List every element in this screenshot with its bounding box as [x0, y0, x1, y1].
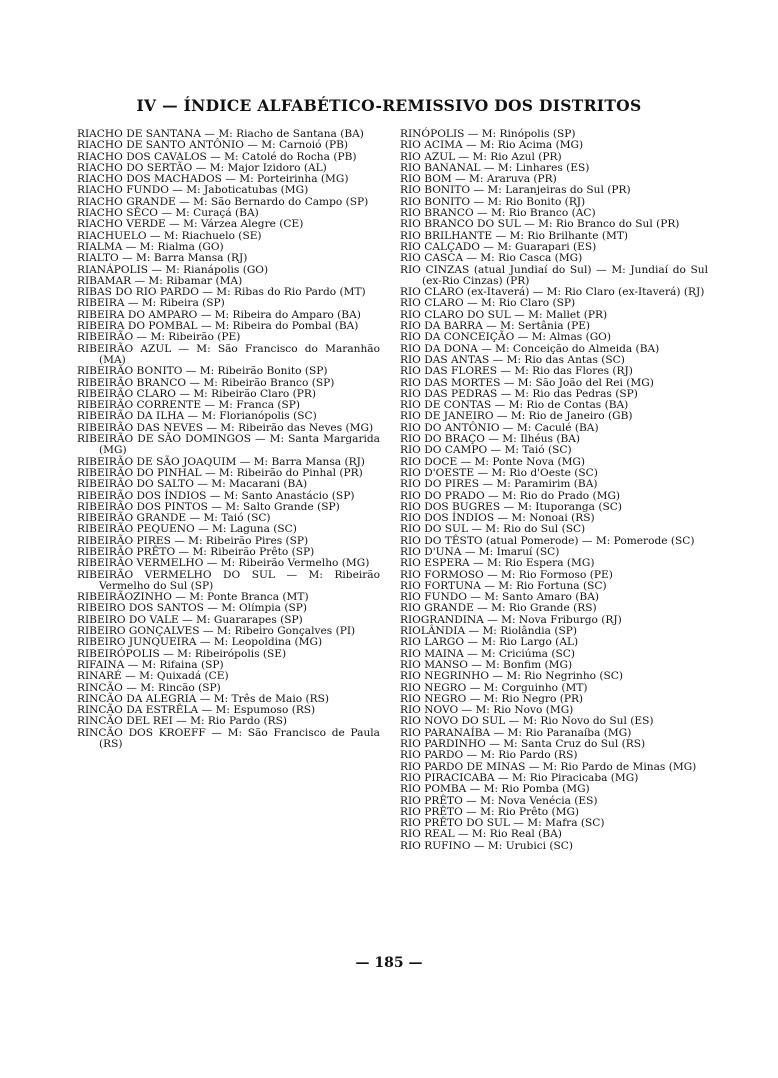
index-entry: RIO REAL — M: Rio Real (BA): [400, 828, 562, 841]
index-entry: RIO PARANAÍBA — M: Rio Paranaíba (MG): [400, 726, 632, 739]
index-entry: RIO D'UNA — M: Imaruí (SC): [400, 545, 560, 558]
index-entry: RIO POMBA — M: Rio Pomba (MG): [400, 783, 590, 796]
index-entry: RIO MANSO — M: Bonfim (MG): [400, 658, 573, 671]
index-entry: RIBEIRÃO DO PINHAL — M: Ribeirão do Pinhal (PR): [77, 466, 363, 479]
index-entry: RIO PRÊTO — M: Nova Venécia (ES): [400, 794, 598, 807]
index-entry: RIO DO CAMPO — M: Taió (SC): [400, 444, 572, 457]
index-entry: RIBEIRÃO PRÊTO — M: Ribeirão Prêto (SP): [77, 545, 315, 558]
index-entry: RIFAINA — M: Rifaina (SP): [77, 658, 224, 671]
index-entry: RIACHO DOS MACHADOS — M: Porteirinha (MG): [77, 173, 349, 186]
index-entry: RIOGRANDINA — M: Nova Friburgo (RJ): [400, 613, 622, 626]
index-entry: RIO DAS FLORES — M: Rio das Flores (RJ): [400, 365, 633, 378]
index-entry: RIO GRANDE — M: Rio Grande (RS): [400, 602, 597, 615]
index-entry: RINARÉ — M: Quixadá (CE): [77, 670, 229, 683]
index-entry: RIBEIRÃO DE SÃO JOAQUIM — M: Barra Mansa (RJ): [77, 455, 365, 468]
index-entry: RIO BONITO — M: Rio Bonito (RJ): [400, 195, 586, 208]
index-entry: RIO DOS BUGRES — M: Ituporanga (SC): [400, 500, 622, 513]
index-entry: RINCÃO — M: Rincão (SP): [77, 681, 221, 694]
index-entry: RIBEIRA DO POMBAL — M: Ribeira do Pombal (BA): [77, 320, 359, 333]
index-entry: RIBEIRÃO PIRES — M: Ribeirão Pires (SP): [77, 534, 309, 547]
index-entry: RIO D'OESTE — M: Rio d'Oeste (SC): [400, 466, 598, 479]
index-entry: RIBEIRÃO DAS NEVES — M: Ribeirão das Neves (MG): [77, 421, 374, 434]
index-entry: RIO CALÇADO — M: Guarapari (ES): [400, 240, 597, 253]
index-entry: RIO NEGRINHO — M: Rio Negrinho (SC): [400, 670, 624, 683]
index-entry: RIACHO DE SANTO ANTÔNIO — M: Carnoió (PB): [77, 139, 349, 152]
index-entry: RIO FORTUNA — M: Rio Fortuna (SC): [400, 579, 607, 592]
index-entry: RIO ACIMA — M: Rio Acima (MG): [400, 139, 584, 152]
index-entry: RIBEIRÃOZINHO — M: Ponte Branca (MT): [77, 591, 309, 604]
index-column-right: [400, 129, 708, 852]
index-entry: RIO FORMOSO — M: Rio Formoso (PE): [400, 568, 613, 581]
index-entry: RIO DO PRADO — M: Rio do Prado (MG): [400, 489, 621, 502]
index-entry: RIBEIRO DOS SANTOS — M: Olímpia (SP): [77, 602, 308, 615]
page-number: — 185 —: [355, 955, 423, 971]
index-entry: RIACHO DOS CAVALOS — M: Catolé do Rocha (PB): [77, 150, 357, 163]
index-entry: RIOLÂNDIA — M: Riolândia (SP): [400, 625, 578, 638]
index-entry: RIBEIRÃO DOS PINTOS — M: Salto Grande (SP): [77, 500, 340, 513]
index-entry: RINCÃO DOS KROEFF — M: São Francisco de Paula (RS): [77, 726, 380, 751]
index-entry: RIBEIRA — M: Ribeira (SP): [77, 297, 225, 310]
index-entry: RIACHO DO SERTÃO — M: Major Izidoro (AL): [77, 161, 327, 174]
index-entry: RINCÃO DA ALEGRIA — M: Três de Maio (RS): [77, 692, 329, 705]
index-entry: RIBEIRÃO — M: Ribeirão (PE): [77, 331, 241, 344]
index-entry: RIO DA DONA — M: Conceição do Almeida (BA): [400, 342, 660, 355]
index-entry: RIO DO SUL — M: Rio do Sul (SC): [400, 523, 586, 536]
index-entry: RIBEIRA DO AMPARO — M: Ribeira do Amparo (BA): [77, 308, 361, 321]
index-entry: RIBEIRÃO DA ILHA — M: Florianópolis (SC): [77, 410, 317, 423]
index-entry: RIO BRILHANTE — M: Rio Brilhante (MT): [400, 229, 629, 242]
index-entry: RIBEIRO DO VALE — M: Guararapes (SP): [77, 613, 303, 626]
index-entry: RIO AZUL — M: Rio Azul (PR): [400, 150, 562, 163]
index-entry: RIBEIRÃO VERMELHO — M: Ribeirão Vermelho (MG): [77, 557, 370, 570]
index-entry: RIO CLARO — M: Rio Claro (SP): [400, 297, 576, 310]
index-entry: RIO NEGRO — M: Corguinho (MT): [400, 681, 588, 694]
index-entry: RIO BONITO — M: Laranjeiras do Sul (PR): [400, 184, 631, 197]
index-entry: RIO DA CONCEIÇÃO — M: Almas (GO): [400, 331, 611, 344]
index-entry: RIO PRÊTO DO SUL — M: Mafra (SC): [400, 817, 605, 830]
index-entry: RIO DAS ANTAS — M: Rio das Antas (SC): [400, 353, 625, 366]
index-entry: RIO DOCE — M: Ponte Nova (MG): [400, 455, 586, 468]
index-entry: RIBEIRÃO CORRENTE — M: Franca (SP): [77, 399, 301, 412]
index-entry: RIACHO FUNDO — M: Jaboticatubas (MG): [77, 184, 309, 197]
index-entry: RIO PIRACICABA — M: Rio Piracicaba (MG): [400, 771, 639, 784]
index-entry: RIO BOM — M: Araruva (PR): [400, 173, 557, 186]
index-entry: RIALTO — M: Barra Mansa (RJ): [77, 252, 248, 265]
index-entry: RIACHO GRANDE — M: São Bernardo do Campo (SP): [77, 195, 369, 208]
index-entry: RIBEIRO JUNQUEIRA — M: Leopoldina (MG): [77, 636, 323, 649]
index-entry: RIO LARGO — M: Rio Largo (AL): [400, 636, 579, 649]
index-entry: RIO DO ANTÔNIO — M: Caculé (BA): [400, 421, 599, 434]
index-entry: RIBEIRÓPOLIS — M: Ribeirópolis (SE): [77, 647, 287, 660]
index-entry: RIACHO SÊCO — M: Curaçá (BA): [77, 207, 259, 220]
index-entry: RIBEIRÃO DO SALTO — M: Macarani (BA): [77, 478, 308, 491]
index-entry: RIANÁPOLIS — M: Rianápolis (GO): [77, 263, 269, 276]
index-entry: RIACHUELO — M: Riachuelo (SE): [77, 229, 262, 242]
index-entry: RIBEIRÃO CLARO — M: Ribeirão Claro (PR): [77, 387, 317, 400]
index-entry: RIBAS DO RIO PARDO — M: Ribas do Rio Pardo (MT): [77, 286, 366, 299]
index-entry: RIO ESPERA — M: Rio Espera (MG): [400, 557, 595, 570]
index-entry: RIO FUNDO — M: Santo Amaro (BA): [400, 591, 599, 604]
index-entry: RIO DO BRAÇO — M: Ilhéus (BA): [400, 433, 581, 446]
index-entry: RIACHO DE SANTANA — M: Riacho de Santana (BA): [77, 128, 364, 140]
index-entry: RIO DAS PEDRAS — M: Rio das Pedras (SP): [400, 387, 638, 400]
index-entry: RIO BRANCO DO SUL — M: Rio Branco do Sul (PR): [400, 218, 680, 231]
index-entry: RIBEIRÃO BONITO — M: Ribeirão Bonito (SP): [77, 365, 328, 378]
index-entry: RIBAMAR — M: Ribamar (MA): [77, 274, 243, 287]
index-entry: RIO DOS ÍNDIOS — M: Nonoai (RS): [400, 512, 595, 525]
index-entry: RIBEIRÃO GRANDE — M: Taió (SC): [77, 512, 271, 525]
index-entry: RIO PARDO DE MINAS — M: Rio Pardo de Minas (MG): [400, 760, 697, 773]
index-entry: RIALMA — M: Rialma (GO): [77, 240, 224, 253]
index-entry: RIBEIRÃO DOS ÍNDIOS — M: Santo Anastácio (SP): [77, 489, 355, 502]
index-entry: RIO PARDINHO — M: Santa Cruz do Sul (RS): [400, 738, 646, 751]
index-entry: RIO BANANAL — M: Linhares (ES): [400, 161, 590, 174]
index-entry: RIO NOVO — M: Rio Novo (MG): [400, 704, 574, 717]
index-entry: RIBEIRO GONÇALVES — M: Ribeiro Gonçalves (PI): [77, 625, 356, 638]
index-entry: RIO DAS MORTES — M: São João del Rei (MG): [400, 376, 654, 389]
index-entry: RIO PRÊTO — M: Rio Prêto (MG): [400, 805, 580, 818]
index-entry: RIO CASCA — M: Rio Casca (MG): [400, 252, 583, 265]
page-title: IV — ÍNDICE ALFABÉTICO-REMISSIVO DOS DISTRITOS: [136, 96, 642, 115]
index-entry: RIO CINZAS (atual Jundiaí do Sul) — M: Jundiaí do Sul (ex-Rio Cinzas) (PR): [400, 263, 708, 287]
index-column-left: [77, 129, 380, 750]
index-entry: RIACHO VERDE — M: Várzea Alegre (CE): [77, 218, 304, 231]
index-entry: RIO DE CONTAS — M: Rio de Contas (BA): [400, 399, 629, 412]
index-entry: RIO CLARO DO SUL — M: Mallet (PR): [400, 308, 608, 321]
index-entry: RINÓPOLIS — M: Rinópolis (SP): [400, 128, 576, 140]
index-entry: RIO DE JANEIRO — M: Rio de Janeiro (GB): [400, 410, 633, 423]
index-entry: RIBEIRÃO PEQUENO — M: Laguna (SC): [77, 523, 297, 536]
index-entry: RINCÃO DA ESTRÊLA — M: Espumoso (RS): [77, 704, 316, 717]
index-entry: RIBEIRÃO VERMELHO DO SUL — M: Ribeirão Vermelho do Sul (SP): [77, 568, 380, 592]
index-entry: RIO NEGRO — M: Rio Negro (PR): [400, 692, 584, 705]
index-entry: RIBEIRÃO AZUL — M: São Francisco do Maranhão (MA): [77, 342, 380, 366]
index-entry: RIO DO PIRES — M: Paramirim (BA): [400, 478, 598, 491]
index-entry: RIO CLARO (ex-Itaverá) — M: Rio Claro (ex-Itaverá) (RJ): [400, 286, 705, 299]
index-entry: RIO PARDO — M: Rio Pardo (RS): [400, 749, 578, 762]
index-entry: RIBEIRÃO BRANCO — M: Ribeirão Branco (SP): [77, 376, 335, 389]
index-entry: RINCÃO DEL REI — M: Rio Pardo (RS): [77, 715, 288, 728]
index-entry: RIBEIRÃO DE SÃO DOMINGOS — M: Santa Margarida (MG): [77, 433, 380, 457]
index-entry: RIO BRANCO — M: Rio Branco (AC): [400, 207, 596, 220]
index-entry: RIO MAINA — M: Criciúma (SC): [400, 647, 575, 660]
index-entry: RIO DA BARRA — M: Sertânia (PE): [400, 320, 591, 333]
index-entry: RIO RUFINO — M: Urubici (SC): [400, 839, 574, 852]
index-entry: RIO NOVO DO SUL — M: Rio Novo do Sul (ES): [400, 715, 654, 728]
index-entry: RIO DO TÊSTO (atual Pomerode) — M: Pomerode (SC): [400, 534, 695, 547]
